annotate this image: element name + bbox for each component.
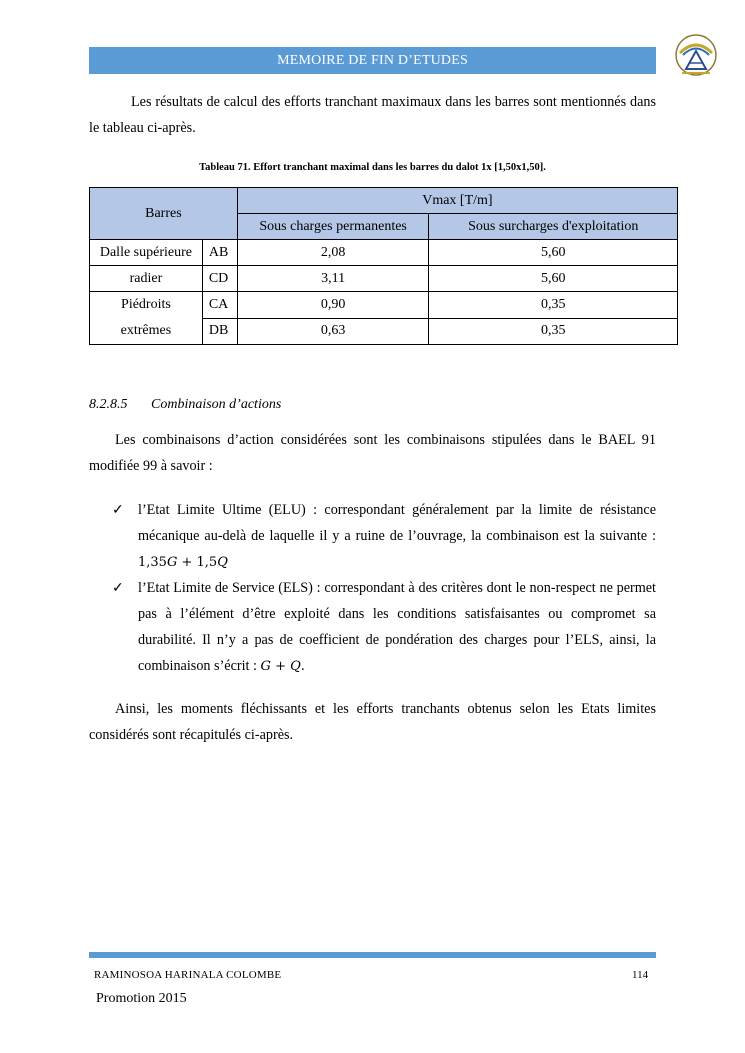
bar-code: AB — [202, 240, 237, 266]
value-exploitation: 0,35 — [429, 292, 678, 319]
page-header: MEMOIRE DE FIN D’ETUDES — [89, 47, 656, 74]
header-barres: Barres — [90, 188, 238, 240]
footer-author: RAMINOSOA HARINALA COLOMBE — [94, 969, 282, 981]
elu-description: l’Etat Limite Ultime (ELU) : correspondant généralement par la limite de résistance mécanique au-delà de laquelle il y a ruine de l’ouvrage, la combinaison est la suivante : — [138, 502, 656, 544]
els-formula: G + Q. — [260, 659, 305, 674]
group-label — [90, 292, 203, 345]
header-vmax: Vmax [T/m] — [237, 188, 677, 214]
footer-divider — [89, 952, 656, 958]
group-label: Dalle supérieure — [90, 240, 203, 266]
footer-promotion: Promotion 2015 — [96, 991, 187, 1006]
group-label-line: extrêmes — [120, 323, 172, 338]
bullet-els — [112, 575, 656, 680]
table-row — [90, 292, 678, 319]
group-label-line: Piédroits — [121, 297, 171, 312]
checkmark-icon: ✓ — [112, 580, 124, 596]
elu-formula: 1,35G + 1,5Q — [138, 555, 228, 570]
header-exploitation: Sous surcharges d'exploitation — [429, 214, 678, 240]
group-label: radier — [90, 266, 203, 292]
school-logo — [672, 33, 720, 79]
header-permanent: Sous charges permanentes — [237, 214, 429, 240]
page-number: 114 — [632, 969, 649, 981]
section-number: 8.2.8.5 — [89, 397, 128, 412]
bar-code: DB — [202, 318, 237, 345]
table-caption: Tableau 71. Effort tranchant maximal dans les barres du dalot 1x [1,50x1,50]. — [199, 162, 546, 173]
section-heading — [89, 397, 281, 413]
bullet-text — [138, 575, 656, 680]
value-permanent: 0,63 — [237, 318, 429, 345]
value-exploitation: 5,60 — [429, 240, 678, 266]
table-row — [90, 240, 678, 266]
bar-code: CA — [202, 292, 237, 319]
bullet-text — [138, 497, 656, 576]
value-exploitation: 5,60 — [429, 266, 678, 292]
value-permanent: 0,90 — [237, 292, 429, 319]
bar-code: CD — [202, 266, 237, 292]
els-description: l’Etat Limite de Service (ELS) : correspondant à des critères dont le non-respect ne permet pas à l’élément d’être exploité dans les conditions satisfaisantes ou compromet sa durabilité. Il n’y a pas de coefficient de pondération des charges pour l’ELS, ainsi, la combinaison s’écrit : — [138, 580, 656, 674]
value-permanent: 3,11 — [237, 266, 429, 292]
shear-force-table — [89, 187, 678, 345]
table-row — [90, 266, 678, 292]
conclusion-paragraph: Ainsi, les moments fléchissants et les efforts tranchants obtenus selon les Etats limites considérés sont récapitulés ci-après. — [89, 701, 656, 743]
bullet-elu — [112, 497, 656, 576]
section-title: Combinaison d’actions — [151, 397, 282, 412]
value-permanent: 2,08 — [237, 240, 429, 266]
combinations-paragraph: Les combinaisons d’action considérées sont les combinaisons stipulées dans le BAEL 91 modifiée 99 à savoir : — [89, 432, 656, 474]
checkmark-icon: ✓ — [112, 502, 124, 518]
table-header-row — [90, 188, 678, 214]
intro-paragraph: Les résultats de calcul des efforts tranchant maximaux dans les barres sont mentionnés dans le tableau ci-après. — [89, 94, 656, 136]
value-exploitation: 0,35 — [429, 318, 678, 345]
